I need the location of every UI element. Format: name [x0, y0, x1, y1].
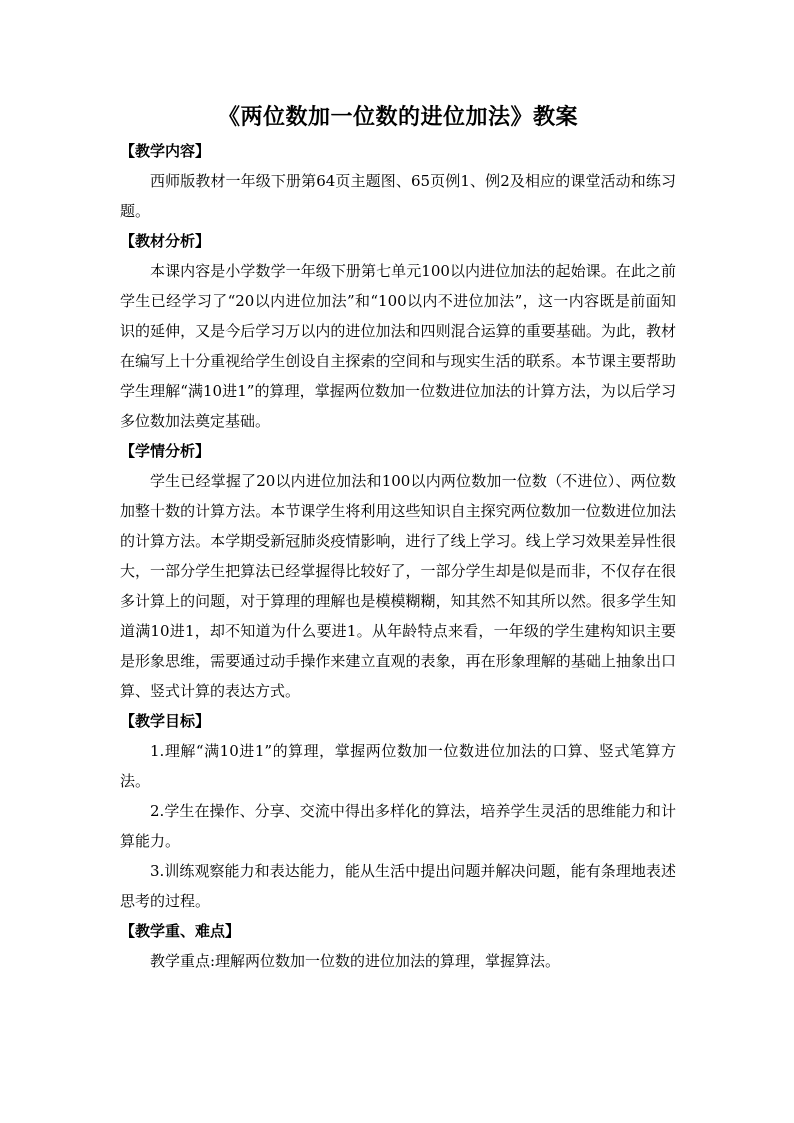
paragraph: 教学重点:理解两位数加一位数的进位加法的算理，掌握算法。: [150, 952, 561, 970]
section-heading: 【教学内容】: [120, 142, 211, 160]
goal-item-2: 2.学生在操作、分享、交流中得出多样化的算法，培养学生灵活的思维能力和计算能力。: [120, 802, 676, 850]
section-heading: 【教学重、难点】: [120, 922, 241, 940]
goal-item-3: 3.训练观察能力和表达能力，能从生活中提出问题并解决问题，能有条理地表述思考的过程。: [120, 862, 676, 910]
goal-item-1: 1.理解“满10进1”的算理，掌握两位数加一位数进位加法的口算、竖式笔算方法。: [120, 742, 676, 790]
section-heading: 【学情分析】: [120, 442, 211, 460]
document-title: 《两位数加一位数的进位加法》教案: [217, 104, 578, 130]
section-student-analysis: [120, 436, 676, 706]
section-key-points: [120, 916, 676, 976]
paragraph: 西师版教材一年级下册第64页主题图、65页例1、例2及相应的课堂活动和练习题。: [120, 172, 676, 220]
section-teaching-goals: [120, 706, 676, 916]
section-heading: 【教材分析】: [120, 232, 211, 250]
document-page: [120, 98, 676, 976]
section-heading: 【教学目标】: [120, 712, 211, 730]
paragraph: 学生已经掌握了20以内进位加法和100以内两位数加一位数（不进位）、两位数加整十数的计算方法。本节课学生将利用这些知识自主探究两位数加一位数进位加法的计算方法。本学期受新冠肺炎疫情影响，进行了线上学习。线上学习效果差异性很大，一部分学生把算法已经掌握得比较好了，一部分学生却是似是而非，不仅存在很多计算上的问题，对于算理的理解也是模模糊糊，知其然不知其所以然。很多学生知道满10进1，却不知道为什么要进1。从年龄特点来看，一年级的学生建构知识主要是形象思维，需要通过动手操作来建立直观的表象，再在形象理解的基础上抽象出口算、竖式计算的表达方式。: [120, 472, 676, 700]
paragraph: 本课内容是小学数学一年级下册第七单元100以内进位加法的起始课。在此之前学生已经学习了“20以内进位加法”和“100以内不进位加法”，这一内容既是前面知识的延伸，又是今后学习万以内的进位加法和四则混合运算的重要基础。为此，教材在编写上十分重视给学生创设自主探索的空间和与现实生活的联系。本节课主要帮助学生理解“满10进1”的算理，掌握两位数加一位数进位加法的计算方法，为以后学习多位数加法奠定基础。: [120, 262, 676, 430]
section-textbook-analysis: [120, 226, 676, 436]
section-teaching-content: [120, 136, 676, 226]
